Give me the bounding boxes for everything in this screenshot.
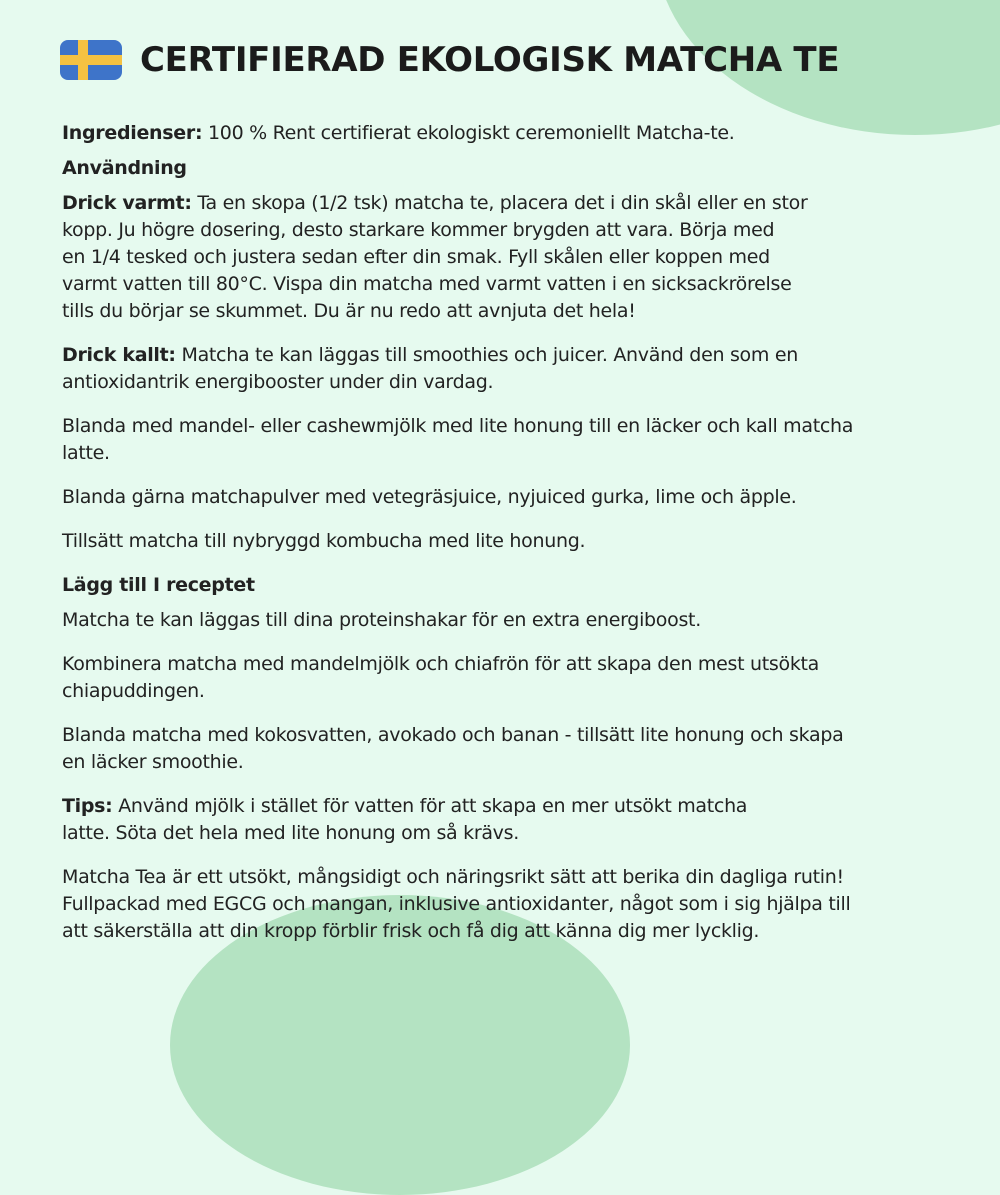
text-line: en 1/4 tesked och justera sedan efter din smak. Fyll skålen eller koppen med: [62, 246, 770, 268]
tips-paragraph: [62, 793, 972, 847]
closing-paragraph: [62, 864, 972, 945]
ingredients-label: Ingredienser:: [62, 122, 203, 144]
ingredients-text: 100 % Rent certifierat ekologiskt ceremoniellt Matcha-te.: [202, 122, 735, 144]
text-line: Blanda matcha med kokosvatten, avokado och banan - tillsätt lite honung och skapa: [62, 724, 844, 746]
text-line: Blanda med mandel- eller cashewmjölk med lite honung till en läcker och kall matcha: [62, 415, 854, 437]
text-line: Matcha te kan läggas till dina proteinshakar för en extra energiboost.: [62, 609, 701, 631]
tips-label: Tips:: [62, 795, 113, 817]
text-line: Kombinera matcha med mandelmjölk och chiafrön för att skapa den mest utsökta: [62, 653, 820, 675]
text-line: Använd mjölk i stället för vatten för att skapa en mer utsökt matcha: [112, 795, 748, 817]
text-line: Matcha Tea är ett utsökt, mångsidigt och näringsrikt sätt att berika din dagliga rutin!: [62, 866, 844, 888]
paragraph-protein-shake: [62, 607, 972, 634]
text-line: antioxidantrik energibooster under din vardag.: [62, 371, 494, 393]
page-title: CERTIFIERAD EKOLOGISK MATCHA TE: [140, 40, 840, 80]
paragraph-chia-pudding: [62, 651, 972, 705]
text-line: kopp. Ju högre dosering, desto starkare kommer brygden att vara. Börja med: [62, 219, 775, 241]
paragraph-kombucha: [62, 528, 972, 555]
text-line: en läcker smoothie.: [62, 751, 244, 773]
drink-warm-label: Drick varmt:: [62, 192, 192, 214]
sweden-flag-icon: [60, 40, 122, 80]
recipe-heading: Lägg till I receptet: [62, 574, 255, 596]
ingredients-paragraph: [62, 120, 972, 147]
text-line: Blanda gärna matchapulver med vetegräsjuice, nyjuiced gurka, lime och äpple.: [62, 486, 797, 508]
text-line: latte. Söta det hela med lite honung om så krävs.: [62, 822, 519, 844]
header: [60, 40, 839, 80]
text-line: Ta en skopa (1/2 tsk) matcha te, placera det i din skål eller en stor: [191, 192, 808, 214]
paragraph-smoothie: [62, 722, 972, 776]
paragraph-wheatgrass: [62, 484, 972, 511]
drink-cold-label: Drick kallt:: [62, 344, 176, 366]
paragraph-almond-latte: [62, 413, 972, 467]
text-line: latte.: [62, 442, 110, 464]
drink-cold-paragraph: [62, 342, 972, 396]
text-line: att säkerställa att din kropp förblir frisk och få dig att känna dig mer lycklig.: [62, 920, 760, 942]
drink-warm-paragraph: [62, 190, 972, 325]
text-line: tills du börjar se skummet. Du är nu redo att avnjuta det hela!: [62, 300, 636, 322]
product-description: [62, 120, 972, 945]
text-line: chiapuddingen.: [62, 680, 205, 702]
text-line: Tillsätt matcha till nybryggd kombucha med lite honung.: [62, 530, 586, 552]
text-line: Matcha te kan läggas till smoothies och juicer. Använd den som en: [175, 344, 798, 366]
text-line: Fullpackad med EGCG och mangan, inklusive antioxidanter, något som i sig hjälpa till: [62, 893, 851, 915]
text-line: varmt vatten till 80°C. Vispa din matcha med varmt vatten i en sicksackrörelse: [62, 273, 792, 295]
usage-heading: Användning: [62, 157, 187, 179]
